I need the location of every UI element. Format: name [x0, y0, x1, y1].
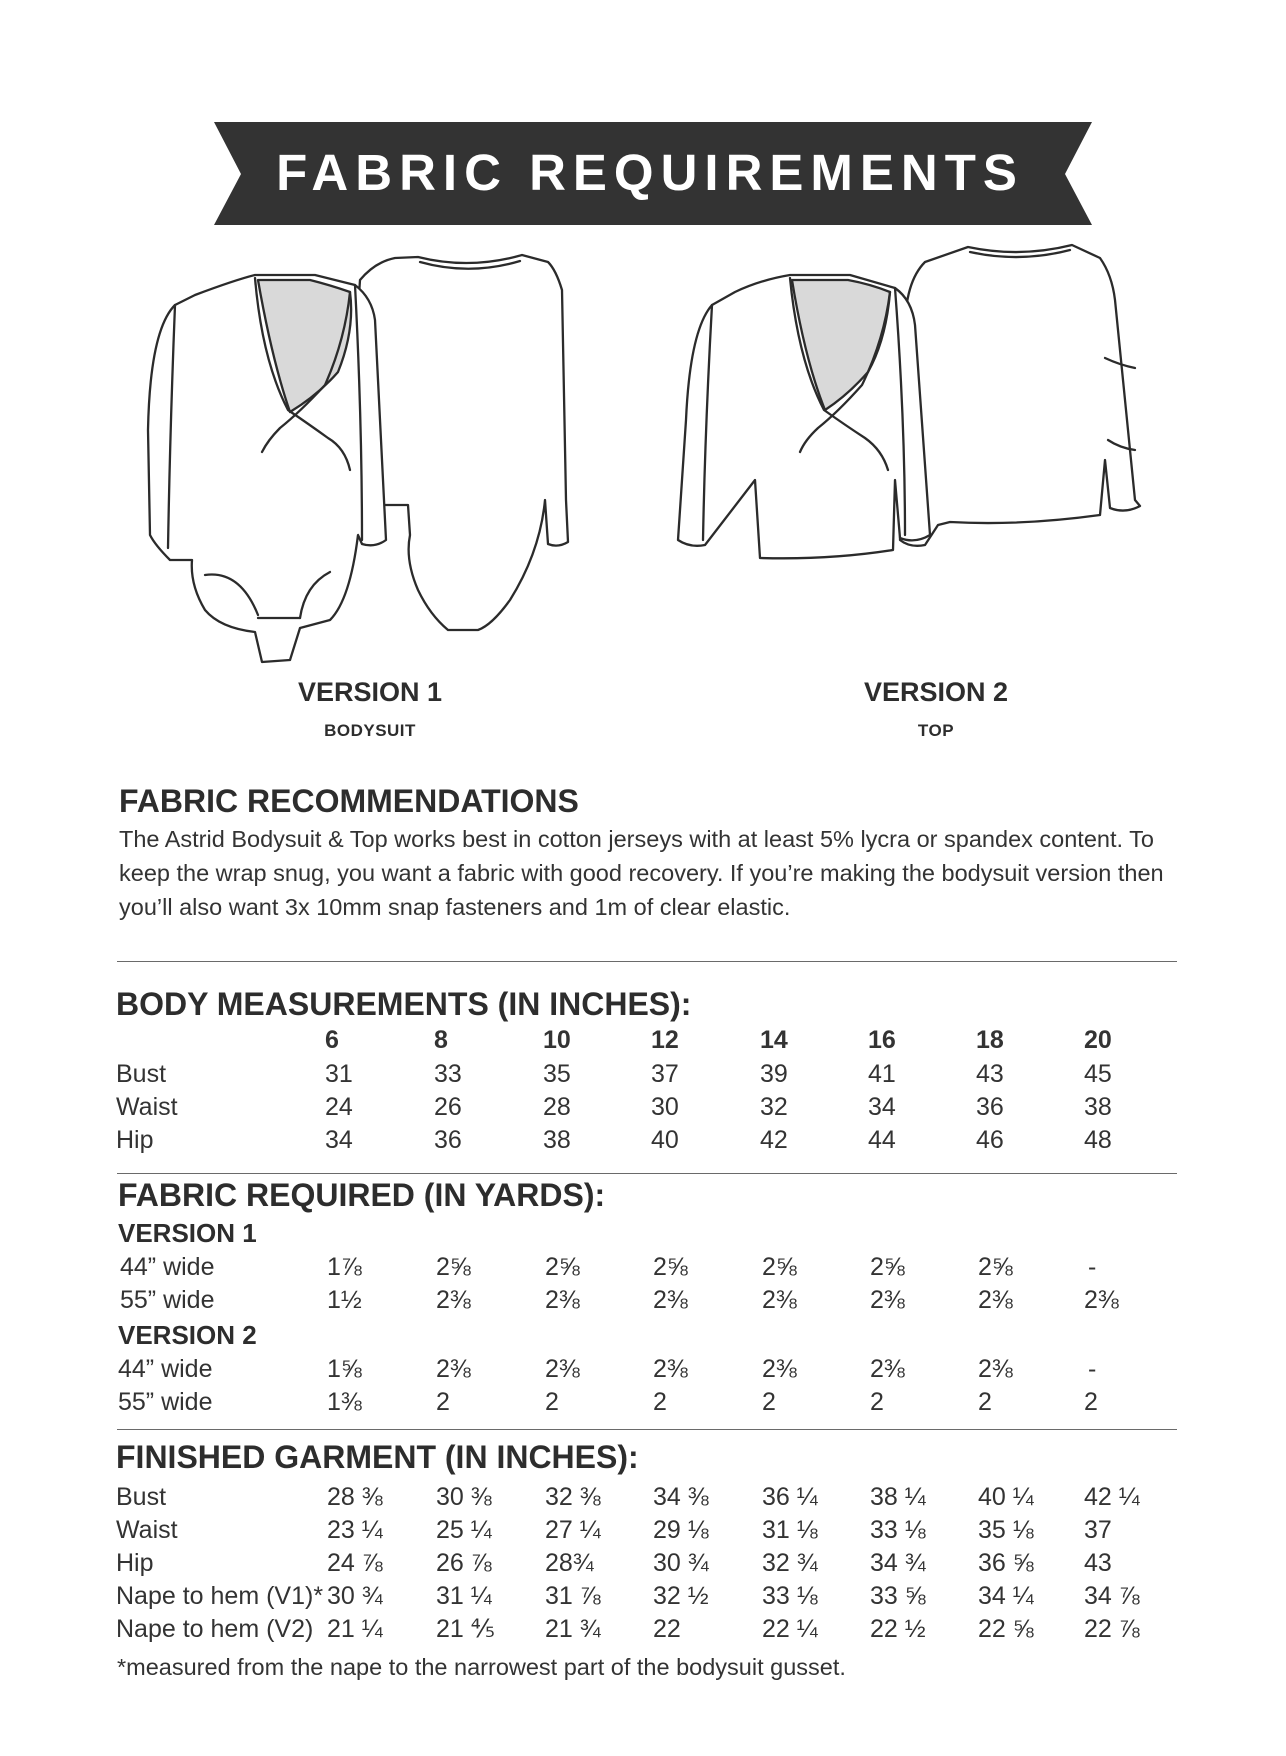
- version-1-subheading: VERSION 1: [118, 1218, 257, 1248]
- table-cell: 33: [434, 1060, 462, 1088]
- finished-garment-heading: FINISHED GARMENT (IN INCHES):: [116, 1439, 639, 1475]
- divider: [117, 961, 1177, 962]
- size-label: 18: [976, 1026, 1004, 1054]
- table-cell: 43: [1084, 1549, 1112, 1577]
- recommendations-line: you’ll also want 3x 10mm snap fasteners and 1m of clear elastic.: [119, 894, 791, 920]
- table-row: [0, 1353, 1286, 1386]
- table-row: [0, 1124, 1286, 1157]
- table-cell: 2: [1084, 1388, 1098, 1416]
- table-cell: 22 ⅞: [1084, 1615, 1140, 1643]
- table-cell: 36 ¼: [762, 1483, 818, 1511]
- page-title: FABRIC REQUIREMENTS: [276, 144, 1024, 201]
- table-row: [0, 1386, 1286, 1419]
- table-cell: -: [1088, 1253, 1097, 1281]
- table-cell: 2⅜: [978, 1286, 1013, 1314]
- table-row: [0, 1547, 1286, 1580]
- table-cell: 41: [868, 1060, 896, 1088]
- table-cell: 30 ⅜: [436, 1483, 492, 1511]
- table-cell: 44: [868, 1126, 896, 1154]
- row-label: Nape to hem (V2): [116, 1615, 314, 1643]
- table-cell: 2⅝: [653, 1253, 688, 1281]
- size-label: 16: [868, 1026, 896, 1054]
- table-cell: 22 ¼: [762, 1615, 818, 1643]
- table-cell: 2⅜: [870, 1355, 905, 1383]
- table-cell: 31 ¼: [436, 1582, 492, 1610]
- table-row: [0, 1481, 1286, 1514]
- version-1-label: [270, 676, 470, 743]
- table-cell: 24 ⅞: [327, 1549, 383, 1577]
- row-label: Bust: [116, 1060, 167, 1088]
- table-cell: 21 ¼: [327, 1615, 383, 1643]
- table-cell: 2⅝: [436, 1253, 471, 1281]
- table-cell: 34 ⅜: [653, 1483, 709, 1511]
- table-cell: 45: [1084, 1060, 1112, 1088]
- table-cell: 38 ¼: [870, 1483, 926, 1511]
- top-back-drawing: [900, 245, 1140, 546]
- table-cell: 1⅜: [327, 1388, 362, 1416]
- version-1-subtitle: BODYSUIT: [324, 721, 416, 740]
- table-cell: 22 ⅝: [978, 1615, 1034, 1643]
- size-header-row: [0, 1024, 1286, 1057]
- row-label: Nape to hem (V1)*: [116, 1582, 324, 1610]
- table-cell: 2: [436, 1388, 450, 1416]
- table-cell: 2⅝: [870, 1253, 905, 1281]
- size-label: 12: [651, 1026, 679, 1054]
- table-cell: 34: [325, 1126, 353, 1154]
- table-cell: 29 ⅛: [653, 1516, 709, 1544]
- table-cell: 32 ⅜: [545, 1483, 601, 1511]
- table-cell: 22 ½: [870, 1615, 926, 1643]
- table-cell: 1⅝: [327, 1355, 362, 1383]
- table-row: [0, 1514, 1286, 1547]
- row-label: 55” wide: [118, 1388, 213, 1416]
- table-cell: 26: [434, 1093, 462, 1121]
- version-1-title: VERSION 1: [297, 677, 443, 707]
- table-cell: 37: [651, 1060, 679, 1088]
- table-cell: 37: [1084, 1516, 1112, 1544]
- table-cell: 36: [976, 1093, 1004, 1121]
- table-cell: 40: [651, 1126, 679, 1154]
- table-cell: 32 ¾: [762, 1549, 818, 1577]
- table-cell: 2⅜: [545, 1286, 580, 1314]
- row-label: Hip: [116, 1549, 154, 1577]
- table-cell: 46: [976, 1126, 1004, 1154]
- table-cell: 31 ⅛: [762, 1516, 818, 1544]
- row-label: Hip: [116, 1126, 154, 1154]
- table-cell: 33 ⅝: [870, 1582, 926, 1610]
- table-cell: 2⅝: [762, 1253, 797, 1281]
- table-cell: 21 ⅘: [436, 1615, 495, 1643]
- table-cell: 36 ⅝: [978, 1549, 1034, 1577]
- table-cell: 30 ¾: [653, 1549, 709, 1577]
- table-cell: 30: [651, 1093, 679, 1121]
- table-cell: 42 ¼: [1084, 1483, 1140, 1511]
- table-cell: 2⅜: [978, 1355, 1013, 1383]
- recommendations-line: The Astrid Bodysuit & Top works best in cotton jerseys with at least 5% lycra or spandex content. To: [119, 826, 1154, 852]
- recommendations-heading: FABRIC RECOMMENDATIONS: [119, 783, 579, 819]
- table-cell: 36: [434, 1126, 462, 1154]
- table-cell: 21 ¾: [545, 1615, 601, 1643]
- table-cell: 31: [325, 1060, 353, 1088]
- row-label: Bust: [116, 1483, 167, 1511]
- table-cell: 30 ¾: [327, 1582, 383, 1610]
- row-label: Waist: [116, 1516, 178, 1544]
- table-cell: 40 ¼: [978, 1483, 1034, 1511]
- size-label: 14: [760, 1026, 788, 1054]
- row-label: 44” wide: [118, 1355, 213, 1383]
- table-cell: 35: [543, 1060, 571, 1088]
- version-2-subheading: VERSION 2: [118, 1320, 257, 1350]
- table-row: [0, 1251, 1286, 1284]
- table-cell: 28 ⅜: [327, 1483, 383, 1511]
- table-cell: 31 ⅞: [545, 1582, 601, 1610]
- table-cell: 2⅜: [762, 1286, 797, 1314]
- table-cell: 2⅜: [653, 1355, 688, 1383]
- table-cell: 2⅜: [653, 1286, 688, 1314]
- table-cell: 2: [978, 1388, 992, 1416]
- version-2-subtitle: TOP: [917, 721, 955, 740]
- table-cell: 24: [325, 1093, 353, 1121]
- table-cell: 2: [545, 1388, 559, 1416]
- table-cell: 2⅜: [436, 1355, 471, 1383]
- garment-illustrations: [0, 0, 1286, 680]
- table-cell: 28¾: [545, 1549, 594, 1577]
- row-label: 55” wide: [120, 1286, 215, 1314]
- table-cell: 38: [1084, 1093, 1112, 1121]
- size-label: 8: [434, 1026, 448, 1054]
- table-cell: 2: [762, 1388, 776, 1416]
- recommendations-text: [119, 822, 1194, 924]
- bodysuit-front-drawing: [148, 275, 386, 662]
- table-cell: 34: [868, 1093, 896, 1121]
- table-cell: 1⅞: [327, 1253, 362, 1281]
- size-label: 6: [325, 1026, 339, 1054]
- table-cell: 2⅝: [978, 1253, 1013, 1281]
- table-cell: 2⅜: [762, 1355, 797, 1383]
- divider: [117, 1173, 1177, 1174]
- table-cell: 2: [653, 1388, 667, 1416]
- table-cell: -: [1088, 1355, 1097, 1383]
- table-cell: 34 ⅞: [1084, 1582, 1140, 1610]
- version-2-title: VERSION 2: [863, 677, 1009, 707]
- table-cell: 43: [976, 1060, 1004, 1088]
- table-cell: 1½: [327, 1286, 362, 1314]
- top-front-drawing: [678, 275, 930, 558]
- table-cell: 35 ⅛: [978, 1516, 1034, 1544]
- table-cell: 2⅜: [1084, 1286, 1119, 1314]
- table-cell: 34 ¼: [978, 1582, 1034, 1610]
- table-row: [0, 1058, 1286, 1091]
- table-cell: 2: [870, 1388, 884, 1416]
- table-cell: 2⅝: [545, 1253, 580, 1281]
- recommendations-line: keep the wrap snug, you want a fabric with good recovery. If you’re making the bodysuit version then: [119, 860, 1164, 886]
- fabric-required-heading: FABRIC REQUIRED (IN YARDS):: [118, 1177, 606, 1213]
- table-cell: 33 ⅛: [762, 1582, 818, 1610]
- table-cell: 22: [653, 1615, 681, 1643]
- table-cell: 2⅜: [545, 1355, 580, 1383]
- table-cell: 2⅜: [436, 1286, 471, 1314]
- table-cell: 23 ¼: [327, 1516, 383, 1544]
- table-cell: 26 ⅞: [436, 1549, 492, 1577]
- table-cell: 42: [760, 1126, 788, 1154]
- version-2-label: [836, 676, 1036, 743]
- table-cell: 28: [543, 1093, 571, 1121]
- row-label: Waist: [116, 1093, 178, 1121]
- size-label: 20: [1084, 1026, 1112, 1054]
- row-label: 44” wide: [120, 1253, 215, 1281]
- body-measurements-heading: BODY MEASUREMENTS (IN INCHES):: [116, 986, 692, 1022]
- table-cell: 2⅜: [870, 1286, 905, 1314]
- table-row: [0, 1613, 1286, 1646]
- table-cell: 32: [760, 1093, 788, 1121]
- table-row: [0, 1284, 1286, 1317]
- divider: [117, 1429, 1177, 1430]
- table-cell: 38: [543, 1126, 571, 1154]
- table-row: [0, 1580, 1286, 1613]
- table-cell: 48: [1084, 1126, 1112, 1154]
- size-label: 10: [543, 1026, 571, 1054]
- table-cell: 27 ¼: [545, 1516, 601, 1544]
- table-cell: 32 ½: [653, 1582, 709, 1610]
- table-cell: 25 ¼: [436, 1516, 492, 1544]
- table-cell: 39: [760, 1060, 788, 1088]
- table-row: [0, 1091, 1286, 1124]
- footnote: *measured from the nape to the narrowest part of the bodysuit gusset.: [117, 1654, 846, 1680]
- table-cell: 34 ¾: [870, 1549, 926, 1577]
- table-cell: 33 ⅛: [870, 1516, 926, 1544]
